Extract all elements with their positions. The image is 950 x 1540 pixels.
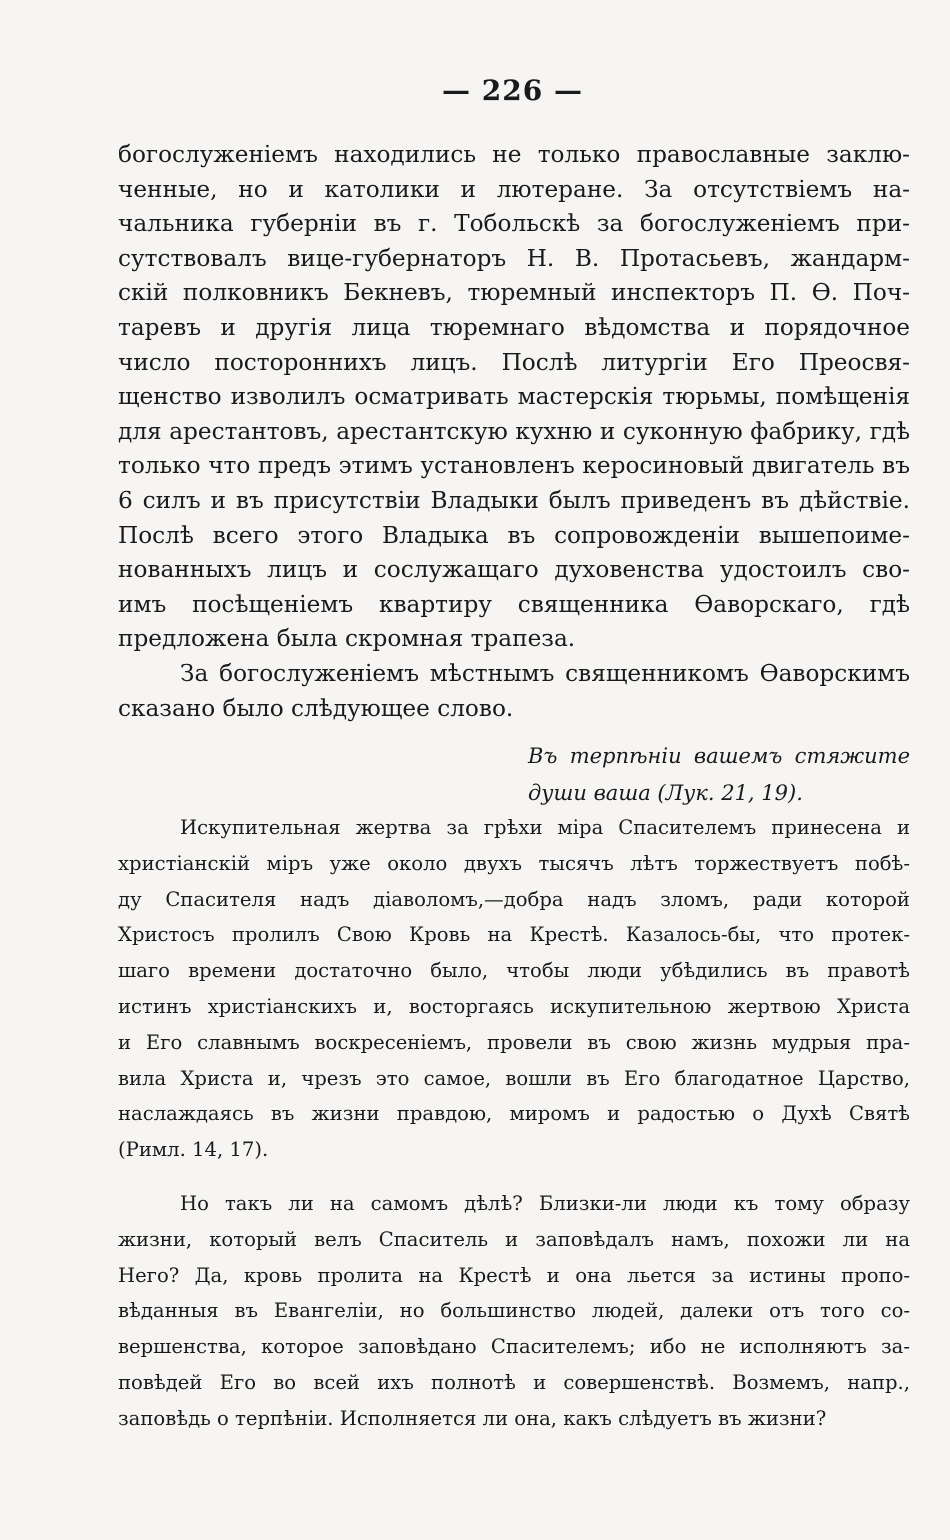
text-line: для арестантовъ, арестантскую кухню и суконную фабрику, гдѣ <box>118 417 910 445</box>
sermon-line: (Римл. 14, 17). <box>118 1138 269 1162</box>
sermon-line: жизни, который велъ Спаситель и заповѣдалъ намъ, похожи ли на <box>118 1227 910 1251</box>
sermon-line: повѣдей Его во всей ихъ полнотѣ и совершенствѣ. Возмемъ, напр., <box>118 1370 910 1394</box>
text-line: сутствовалъ вице-губернаторъ Н. В. Протасьевъ, жандарм- <box>118 244 910 272</box>
text-line: ченные, но и католики и лютеране. За отсутствіемъ на- <box>118 175 910 203</box>
epigraph-line: Въ терпѣніи вашемъ стяжите <box>528 744 910 768</box>
text-line: имъ посѣщеніемъ квартиру священника Ѳаворскаго, гдѣ <box>118 590 910 618</box>
sermon-line: Него? Да, кровь пролита на Крестѣ и она льется за истины пропо- <box>118 1263 910 1287</box>
epigraph <box>528 738 910 812</box>
sermon-line: христіанскій міръ уже около двухъ тысячъ лѣтъ торжествуетъ побѣ- <box>118 851 910 875</box>
sermon-line: вила Христа и, чрезъ это самое, вошли въ Его благодатное Царство, <box>118 1066 910 1090</box>
text-line: только что предъ этимъ установленъ керосиновый двигатель въ <box>118 452 910 480</box>
epigraph-line: души ваша (Лук. 21, 19). <box>528 781 803 805</box>
page-number: — 226 — <box>442 74 583 107</box>
text-line: чальника губерніи въ г. Тобольскѣ за богослуженіемъ при- <box>118 210 910 238</box>
sermon-text <box>118 810 910 1437</box>
text-line: сказано было слѣдующее слово. <box>118 694 514 722</box>
text-line: число постороннихъ лицъ. Послѣ литургіи Его Преосвя- <box>118 348 910 376</box>
text-line: нованныхъ лицъ и сослужащаго духовенства удостоилъ сво- <box>118 556 910 584</box>
sermon-line: Но такъ ли на самомъ дѣлѣ? Близки-ли люди къ тому образу <box>180 1191 910 1215</box>
sermon-line: наслаждаясь въ жизни правдою, миромъ и радостью о Духѣ Святѣ <box>118 1102 910 1126</box>
sermon-line: и Его славнымъ воскресеніемъ, провели въ свою жизнь мудрыя пра- <box>118 1030 910 1054</box>
sermon-line: Христосъ пролилъ Свою Кровь на Крестѣ. Казалось-бы, что протек- <box>118 923 910 947</box>
report-text <box>118 138 910 726</box>
text-line: богослуженіемъ находились не только православные заклю- <box>118 141 910 168</box>
sermon-line: Искупительная жертва за грѣхи міра Спасителемъ принесена и <box>180 816 910 839</box>
text-line: Послѣ всего этого Владыка въ сопровожденіи вышепоиме- <box>118 521 910 549</box>
text-line: 6 силъ и въ присутствіи Владыки былъ приведенъ въ дѣйствіе. <box>118 486 910 514</box>
text-line: таревъ и другія лица тюремнаго вѣдомства и порядочное <box>118 313 910 341</box>
sermon-line: заповѣдь о терпѣніи. Исполняется ли она, какъ слѣдуетъ въ жизни? <box>118 1406 827 1430</box>
sermon-line: вершенства, которое заповѣдано Спасителемъ; ибо не исполняютъ за- <box>118 1335 910 1359</box>
text-line: скій полковникъ Бекневъ, тюремный инспекторъ П. Ѳ. Поч- <box>118 279 910 307</box>
text-line: За богослуженіемъ мѣстнымъ священникомъ Ѳаворскимъ <box>180 659 910 687</box>
sermon-line: ду Спасителя надъ діаволомъ,—добра надъ зломъ, ради которой <box>118 887 910 911</box>
sermon-line: вѣданныя въ Евангеліи, но большинство людей, далеки отъ того со- <box>118 1299 910 1323</box>
sermon-line: шаго времени достаточно было, чтобы люди убѣдились въ правотѣ <box>118 959 910 983</box>
text-line: предложена была скромная трапеза. <box>118 625 576 653</box>
text-line: щенство изволилъ осматривать мастерскія тюрьмы, помѣщенія <box>118 383 910 411</box>
sermon-line: истинъ христіанскихъ и, восторгаясь искупительною жертвою Христа <box>118 994 910 1018</box>
